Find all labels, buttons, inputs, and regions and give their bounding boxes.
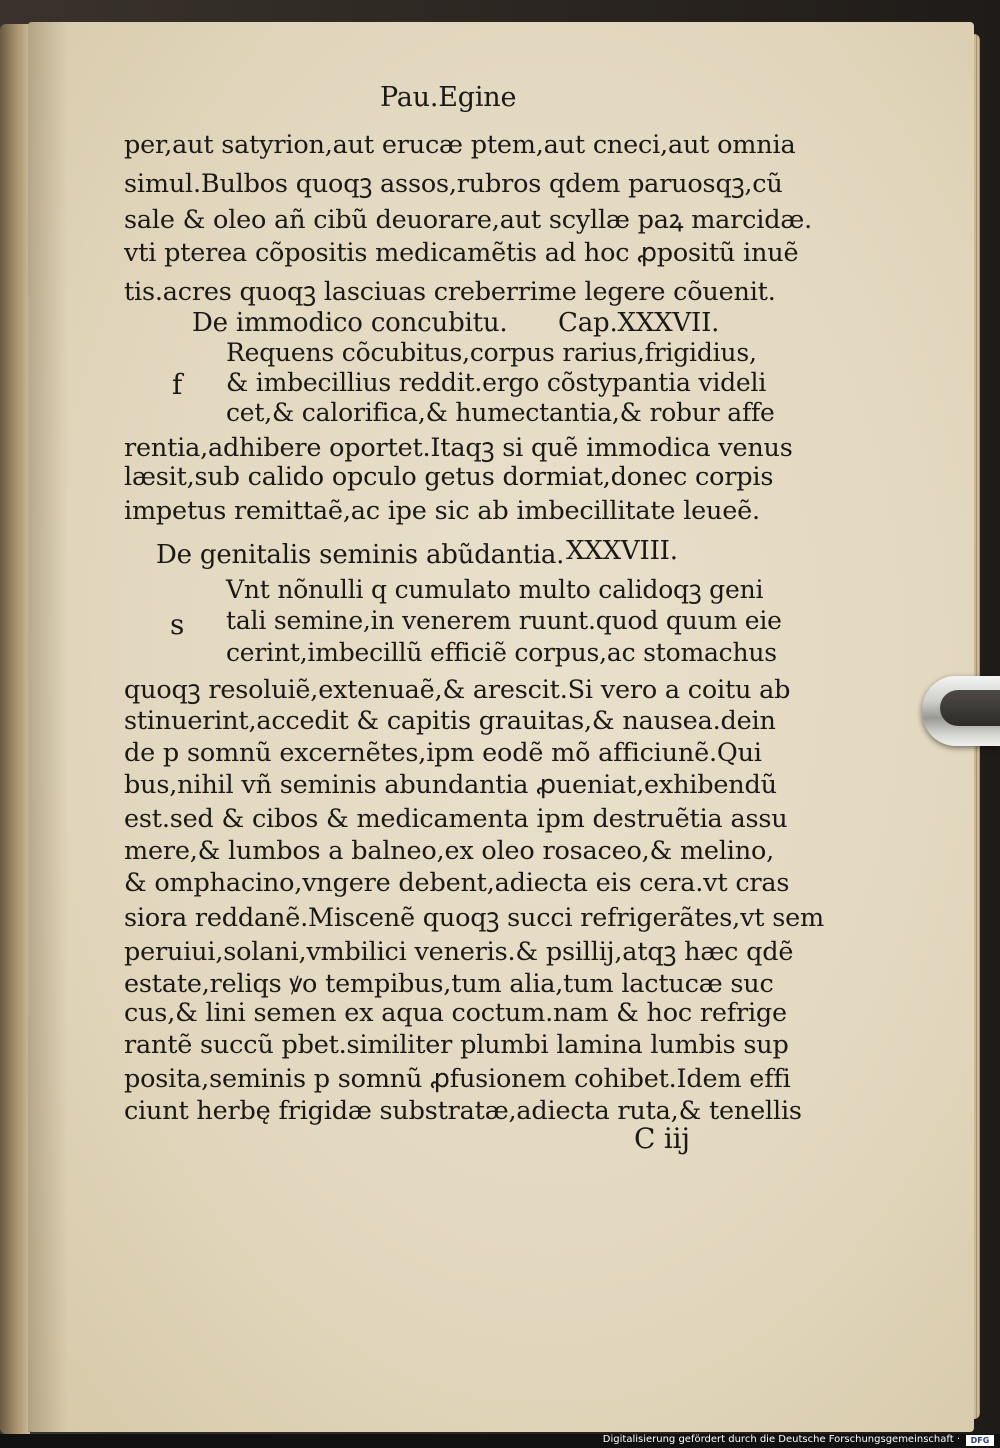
dfg-logo-icon: DFG: [966, 1435, 994, 1446]
text-line: bus,nihil vñ seminis abundantia ꝓueniat,exhibendũ: [124, 770, 777, 800]
initial-letter: s: [170, 608, 185, 641]
text-line: vti pterea cõpositis medicamẽtis ad hoc ꝓpositũ inuẽ: [124, 238, 799, 268]
text-line: rantẽ succũ pbet.similiter plumbi lamina lumbis sup: [124, 1030, 789, 1060]
text-line: & omphacino,vngere debent,adiecta eis cera.vt cras: [124, 868, 790, 898]
text-line: est.sed & cibos & medicamenta ipm destruẽtia assu: [124, 804, 788, 834]
text-line: estate,reliqs ꝟo tempibus,tum alia,tum lactucæ suc: [124, 969, 774, 999]
text-line: posita,seminis p somnũ ꝓfusionem cohibet.Idem effi: [124, 1064, 791, 1094]
text-line: & imbecillius reddit.ergo cõstypantia videli: [226, 368, 767, 397]
chapter-number: XXXVIII.: [566, 536, 678, 566]
initial-letter: f: [172, 368, 183, 401]
text-line: mere,& lumbos a balneo,ex oleo rosaceo,& melino,: [124, 836, 775, 866]
text-line: siora reddanẽ.Miscenẽ quoqꝫ succi refrigerãtes,vt sem: [124, 903, 824, 933]
chapter-number: Cap.XXXVII.: [558, 308, 720, 338]
page-weight: [922, 676, 1000, 746]
text-line: impetus remittaẽ,ac ipe sic ab imbecillitate leueẽ.: [124, 496, 760, 526]
text-line: læsit,sub calido opculo getus dormiat,donec corpis: [124, 462, 774, 492]
chapter-heading: De genitalis seminis abũdantia.: [156, 540, 565, 570]
text-line: tis.acres quoqꝫ lasciuas creberrime legere cõuenit.: [124, 277, 776, 307]
text-line: ciunt herbę frigidæ substratæ,adiecta ruta,& tenellis: [124, 1096, 802, 1126]
text-line: tali semine,in venerem ruunt.quod quum eie: [226, 606, 782, 635]
text-line: sale & oleo añ cibũ deuorare,aut scyllæ paꝝ marcidæ.: [124, 205, 813, 235]
text-line: peruiui,solani,vmbilici veneris.& psillij,atqꝫ hæc qdẽ: [124, 937, 794, 967]
text-line: rentia,adhibere oportet.Itaqꝫ si quẽ immodica venus: [124, 433, 793, 463]
book-gutter: [0, 24, 30, 1434]
text-line: Vnt nõnulli q cumulato multo calidoqꝫ geni: [226, 575, 764, 604]
text-line: de p somnũ excernẽtes,ipm eodẽ mõ afficiunẽ.Qui: [124, 738, 762, 768]
text-line: cerint,imbecillũ efficiẽ corpus,ac stomachus: [226, 638, 777, 667]
signature-mark: C iij: [634, 1122, 690, 1155]
text-line: Requens cõcubitus,corpus rarius,frigidius,: [226, 338, 757, 367]
funding-credit: Digitalisierung gefördert durch die Deutsche Forschungsgemeinschaft ·: [602, 1434, 960, 1445]
text-line: stinuerint,accedit & capitis grauitas,& nausea.dein: [124, 706, 776, 736]
chapter-heading: De immodico concubitu.: [192, 308, 508, 338]
text-line: quoqꝫ resoluiẽ,extenuaẽ,& arescit.Si vero a coitu ab: [124, 675, 791, 705]
running-head: Pau.Egine: [380, 82, 517, 113]
text-line: per,aut satyrion,aut erucæ ptem,aut cneci,aut omnia: [124, 130, 796, 160]
text-line: cus,& lini semen ex aqua coctum.nam & hoc refrige: [124, 998, 787, 1028]
text-line: simul.Bulbos quoqꝫ assos,rubros qdem paruosqꝫ,cũ: [124, 169, 783, 199]
text-line: cet,& calorifica,& humectantia,& robur affe: [226, 398, 775, 427]
